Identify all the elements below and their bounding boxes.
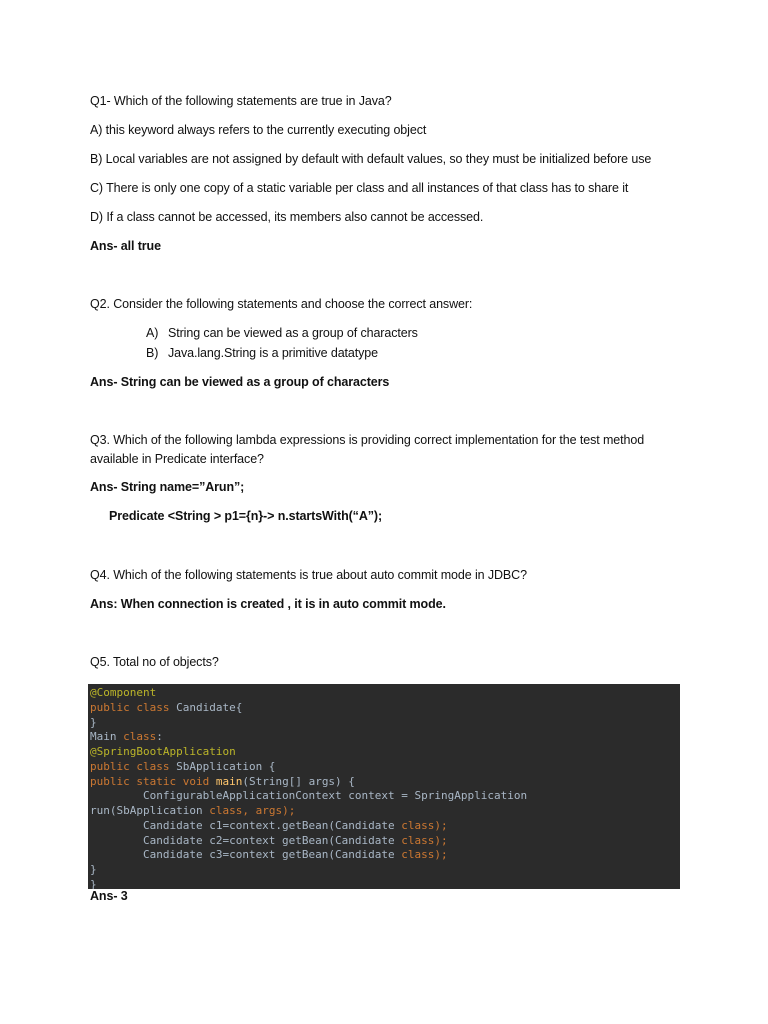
code-line	[90, 716, 680, 731]
q3-question: Q3. Which of the following lambda expressions is providing correct implementation for the test method available in Predicate interface?	[90, 433, 645, 466]
q1-option-c: C) There is only one copy of a static variable per class and all instances of that class has to share it	[90, 181, 629, 195]
code-token: }	[90, 715, 97, 729]
code-line	[90, 804, 680, 819]
code-line	[90, 834, 680, 849]
code-line	[90, 863, 680, 878]
code-line	[90, 789, 680, 804]
q2-option-b-text: Java.lang.String is a primitive datatype	[168, 346, 378, 360]
q5-answer: Ans- 3	[90, 889, 128, 903]
q2-option-b	[146, 345, 378, 362]
q4-question: Q4. Which of the following statements is true about auto commit mode in JDBC?	[90, 568, 527, 582]
code-token: Candidate c3=context getBean(Candidate	[90, 848, 402, 862]
code-token: );	[434, 848, 448, 862]
code-token: @SpringBootApplication	[90, 745, 236, 758]
code-screenshot	[88, 684, 680, 889]
q2-option-a-text: String can be viewed as a group of characters	[168, 326, 418, 340]
code-token: Candidate{	[176, 700, 243, 714]
code-line	[90, 819, 680, 834]
q2-question: Q2. Consider the following statements and choose the correct answer:	[90, 297, 473, 311]
code-line	[90, 878, 680, 889]
code-token: , args);	[242, 804, 296, 817]
code-token: class	[401, 818, 435, 832]
code-token: public class	[90, 759, 177, 773]
q2-option-a-label: A)	[146, 326, 159, 340]
code-line	[90, 701, 680, 716]
code-token: @Component	[90, 686, 157, 699]
code-token: SbApplication {	[176, 759, 276, 773]
code-token: main	[215, 774, 243, 788]
code-token: class	[401, 833, 435, 847]
code-line	[90, 775, 680, 790]
code-line	[90, 745, 680, 760]
code-token: class	[123, 730, 157, 744]
code-token: Candidate c1=context.getBean(Candidate	[90, 818, 402, 832]
code-token: );	[434, 833, 448, 847]
code-token: }	[90, 877, 97, 889]
code-token: );	[434, 818, 448, 832]
q1-answer: Ans- all true	[90, 239, 161, 253]
q2-option-a	[146, 325, 418, 342]
q1-question: Q1- Which of the following statements are true in Java?	[90, 94, 392, 108]
code-token: Main	[90, 730, 124, 744]
q3-answer-line2: Predicate <String > p1={n}-> n.startsWith(“A”);	[109, 509, 383, 523]
code-token: class	[401, 848, 435, 862]
q4-answer: Ans: When connection is created , it is in auto commit mode.	[90, 597, 446, 611]
code-token: :	[156, 730, 163, 744]
code-line	[90, 760, 680, 775]
code-token: ConfigurableApplicationContext context = SpringApplication	[90, 789, 528, 803]
code-token: class	[209, 804, 243, 817]
code-line	[90, 730, 680, 745]
code-line	[90, 686, 680, 701]
q1-option-d: D) If a class cannot be accessed, its members also cannot be accessed.	[90, 210, 484, 224]
q1-option-a: A) this keyword always refers to the currently executing object	[90, 123, 427, 137]
code-token: public static void	[90, 774, 216, 788]
code-token: public class	[90, 700, 177, 714]
q5-question: Q5. Total no of objects?	[90, 655, 219, 669]
code-token: Candidate c2=context getBean(Candidate	[90, 833, 402, 847]
code-token: }	[90, 863, 97, 876]
q2-answer: Ans- String can be viewed as a group of characters	[90, 375, 390, 389]
q2-option-b-label: B)	[146, 346, 159, 360]
q3-answer-line1: Ans- String name=”Arun”;	[90, 480, 245, 494]
code-token: (String[] args) {	[242, 774, 355, 788]
code-line	[90, 848, 680, 863]
code-token: run(SbApplication	[90, 804, 210, 817]
q1-option-b: B) Local variables are not assigned by default with default values, so they must be initialized before use	[90, 152, 652, 166]
